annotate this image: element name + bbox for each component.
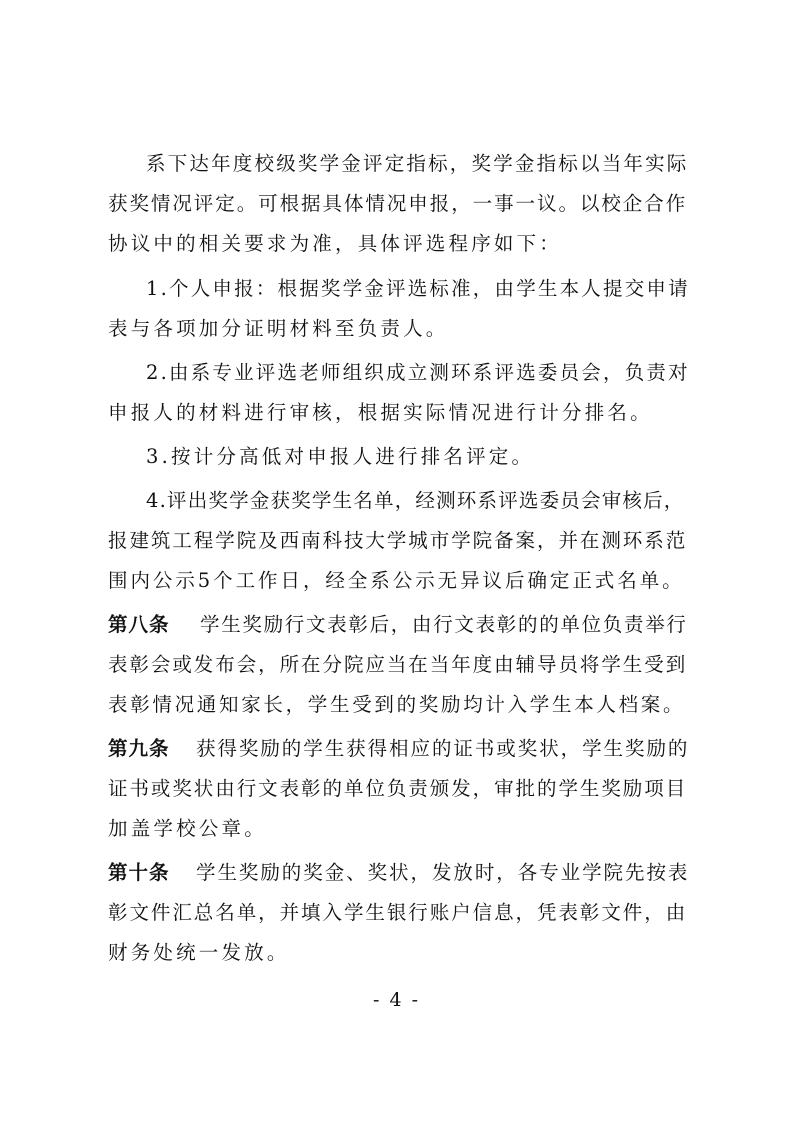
list-item-text: 4.评出奖学金获奖学生名单，经测环系评选委员会审核后，: [146, 489, 685, 512]
list-item-text: 申报人的材料进行审核，根据实际情况进行计分排名。: [108, 401, 653, 424]
article-text: 彰文件汇总名单，并填入学生银行账户信息，凭表彰文件，由: [108, 901, 688, 924]
list-item-text: 2.由系专业评选老师组织成立测环系评选委员会，负责对: [146, 361, 690, 384]
article-text: 证书或奖状由行文表彰的单位负责颁发，审批的学生奖励项目: [108, 777, 688, 800]
article-text: 财务处统一发放。: [108, 941, 290, 964]
article-text: 获得奖励的学生获得相应的证书或奖状，学生奖励的: [196, 737, 690, 760]
article-text: 表彰情况通知家长，学生受到的奖励均计入学生本人档案。: [108, 693, 686, 716]
article-text: 表彰会或发布会，所在分院应当在当年度由辅导员将学生受到: [108, 653, 688, 676]
article-label: 第十条: [108, 861, 170, 884]
paragraph-text: 系下达年度校级奖学金评定指标，奖学金指标以当年实际: [146, 152, 689, 175]
paragraph-text: 协议中的相关要求为准，具体评选程序如下：: [108, 232, 563, 255]
list-item-text: 报建筑工程学院及西南科技大学城市学院备案，并在测环系范: [108, 529, 688, 552]
list-item-text: 3.按计分高低对申报人进行排名评定。: [146, 445, 535, 468]
list-item-text: 围内公示5个工作日，经全系公示无异议后确定正式名单。: [108, 569, 685, 592]
page-number: - 4 -: [372, 989, 420, 1011]
article-text: 加盖学校公章。: [108, 817, 267, 840]
article-text: 学生奖励行文表彰后，由行文表彰的的单位负责举行: [200, 613, 688, 636]
list-item-text: 表与各项加分证明材料至负责人。: [108, 317, 449, 340]
article-text: 学生奖励的奖金、奖状，发放时，各专业学院先按表: [196, 861, 690, 884]
list-item-text: 1.个人申报：根据奖学金评选标准，由学生本人提交申请: [146, 277, 690, 300]
paragraph-text: 获奖情况评定。可根据具体情况申报，一事一议。以校企合作: [108, 192, 688, 215]
article-label: 第九条: [108, 737, 170, 760]
article-label: 第八条: [108, 613, 170, 636]
